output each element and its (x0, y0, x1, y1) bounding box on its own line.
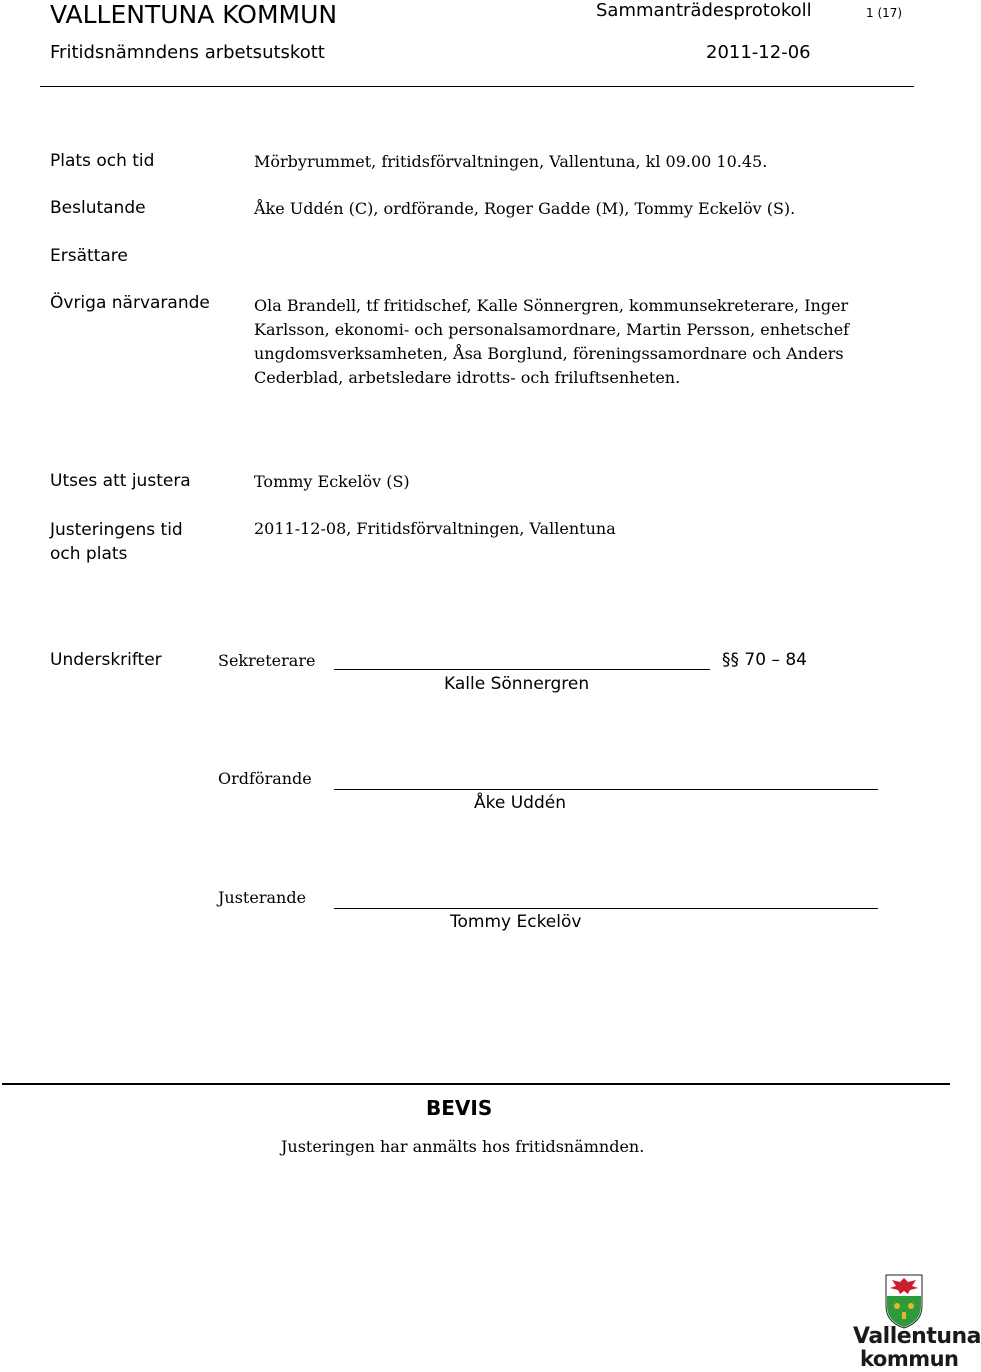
adjust-time-value: 2011-12-08, Fritidsförvaltningen, Vallentuna (254, 519, 616, 538)
paragraph-range: §§ 70 – 84 (722, 650, 807, 670)
vallentuna-logo (850, 1272, 981, 1372)
adjust-time-label-line: och plats (50, 544, 128, 564)
certificate-title: BEVIS (426, 1096, 493, 1120)
adjust-time-label-line: Justeringens tid (50, 520, 183, 540)
secretary-name: Kalle Sönnergren (444, 674, 590, 694)
document-type: Sammanträdesprotokoll (596, 0, 812, 21)
adjuster-name: Tommy Eckelöv (450, 912, 582, 932)
secretary-signature-line (334, 669, 710, 670)
others-line: Ola Brandell, tf fritidschef, Kalle Sönnergren, kommunsekreterare, Inger (254, 296, 849, 315)
adjuster-signature-line (334, 908, 878, 909)
secretary-role: Sekreterare (218, 651, 316, 670)
adjust-time-label (50, 518, 183, 566)
org-name: VALLENTUNA KOMMUN (50, 0, 338, 29)
substitutes-label: Ersättare (50, 246, 128, 266)
signatures-label: Underskrifter (50, 650, 162, 670)
logo-text-line2: kommun (860, 1347, 959, 1371)
header-divider (40, 86, 914, 87)
chair-name: Åke Uddén (474, 793, 566, 813)
appointed-label: Utses att justera (50, 471, 191, 491)
coat-of-arms-icon (850, 1272, 960, 1330)
page-number: 1 (17) (866, 6, 903, 20)
adjuster-role: Justerande (218, 888, 307, 907)
others-line: Karlsson, ekonomi- och personalsamordnare, Martin Persson, enhetschef (254, 320, 850, 339)
deciding-label: Beslutande (50, 198, 146, 218)
others-value (254, 294, 849, 390)
certificate-divider (2, 1083, 950, 1085)
logo-text-line1: Vallentuna (853, 1324, 981, 1349)
certificate-text: Justeringen har anmälts hos fritidsnämnden. (281, 1137, 645, 1156)
meeting-date: 2011-12-06 (706, 42, 811, 63)
place-label: Plats och tid (50, 151, 155, 171)
appointed-value: Tommy Eckelöv (S) (254, 472, 410, 491)
deciding-value: Åke Uddén (C), ordförande, Roger Gadde (M), Tommy Eckelöv (S). (254, 199, 796, 218)
chair-signature-line (334, 789, 878, 790)
others-line: ungdomsverksamheten, Åsa Borglund, föreningssamordnare och Anders (254, 344, 844, 363)
committee-name: Fritidsnämndens arbetsutskott (50, 42, 325, 63)
chair-role: Ordförande (218, 769, 312, 788)
place-value: Mörbyrummet, fritidsförvaltningen, Vallentuna, kl 09.00 10.45. (254, 152, 768, 171)
others-label: Övriga närvarande (50, 293, 210, 313)
others-line: Cederblad, arbetsledare idrotts- och friluftsenheten. (254, 368, 681, 387)
